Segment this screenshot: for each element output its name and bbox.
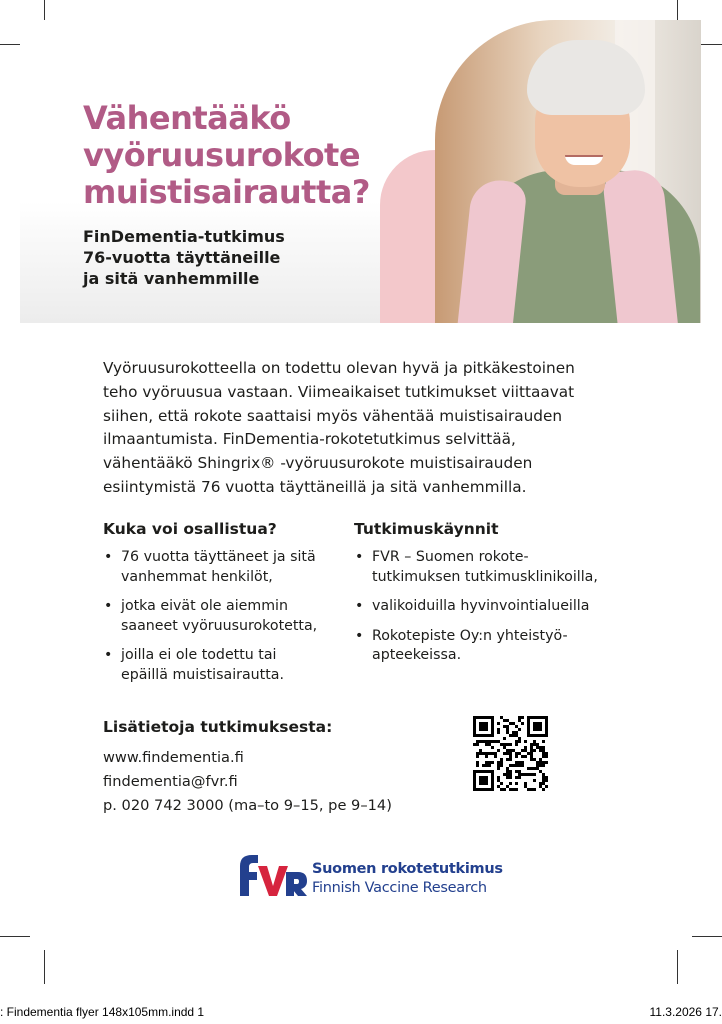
website-link[interactable]: www.findementia.fi: [103, 749, 244, 766]
hero-banner: [20, 20, 701, 323]
list-item-text: • jotka eivät ole aiemmin: [121, 598, 288, 614]
crop-mark: [692, 936, 722, 937]
email-link[interactable]: findementia@fvr.fi: [103, 773, 238, 790]
list-item: [103, 597, 353, 636]
fvr-logo-mark: [236, 852, 308, 898]
intro-line: Vyöruusurokotteella on todettu olevan hyvä ja pitkäkestoinen: [103, 359, 575, 377]
contact-heading: Lisätietoja tutkimuksesta:: [103, 718, 333, 736]
list-item-text: vanhemmat henkilöt,: [121, 568, 273, 585]
visits-heading: Tutkimuskäynnit: [354, 520, 499, 538]
intro-line: ilmaantumista. FinDementia-rokotetutkimus selvittää,: [103, 430, 516, 449]
list-item: [103, 548, 353, 587]
intro-line: siihen, että rokote saattaisi myös vähentää muistisairauden: [103, 406, 563, 425]
logo-text-finnish: Suomen rokotetutkimus: [312, 861, 503, 877]
print-date: 11.3.2026 17.: [649, 1005, 722, 1019]
hero-photo-area: [380, 20, 701, 323]
qr-code-graphic: [470, 713, 552, 795]
list-item-text: tutkimuksen tutkimusklinikoilla,: [372, 568, 598, 585]
qr-code-icon[interactable]: [470, 713, 552, 795]
senior-woman-photo: [435, 20, 701, 323]
hero-subtitle: [83, 226, 383, 289]
list-item-text: • valikoiduilla hyvinvointialueilla: [372, 598, 590, 614]
list-item-text: • FVR – Suomen rokote-: [372, 549, 529, 565]
eligibility-list: [103, 548, 353, 685]
list-item-text: epäillä muistisairautta.: [121, 666, 284, 683]
subtitle-line: 76-vuotta täyttäneille: [83, 248, 281, 267]
eligibility-heading: Kuka voi osallistua?: [103, 520, 277, 538]
subtitle-line: FinDementia-tutkimus: [83, 227, 285, 246]
list-item: [354, 627, 644, 666]
phone-number: p. 020 742 3000 (ma–to 9–15, pe 9–14): [103, 797, 392, 814]
list-item-text: • 76 vuotta täyttäneet ja sitä: [121, 549, 316, 565]
list-item: [103, 646, 353, 685]
page-title: [83, 100, 403, 211]
intro-paragraph: [103, 357, 663, 500]
visits-list: [354, 548, 644, 666]
title-line: vyöruusurokote: [83, 136, 361, 174]
crop-mark: [44, 950, 45, 984]
title-line: muistisairautta?: [83, 173, 370, 211]
list-item-text: saaneet vyöruusurokotetta,: [121, 617, 318, 634]
crop-mark: [677, 950, 678, 984]
list-item-text: apteekeissa.: [372, 647, 462, 663]
logo-text-english: Finnish Vaccine Research: [312, 880, 487, 896]
contact-section: [103, 716, 433, 818]
crop-mark: [0, 936, 30, 937]
intro-line: esiintymistä 76 vuotta täyttäneillä ja sitä vanhemmilla.: [103, 477, 527, 496]
title-line: Vähentääkö: [83, 99, 291, 137]
list-item-text: • Rokotepiste Oy:n yhteistyö-: [372, 627, 568, 644]
eligibility-section: [103, 518, 353, 695]
list-item: [354, 597, 644, 617]
subtitle-line: ja sitä vanhemmille: [83, 269, 260, 288]
file-name: : Findementia flyer 148x105mm.indd 1: [0, 1005, 205, 1019]
intro-line: vähentääkö Shingrix® -vyöruusurokote muistisairauden: [103, 454, 533, 473]
list-item-text: • joilla ei ole todettu tai: [121, 647, 277, 663]
fvr-logo: [236, 852, 503, 902]
intro-line: teho vyöruusua vastaan. Viimeaikaiset tutkimukset viittaavat: [103, 382, 575, 401]
print-slug: [0, 1005, 722, 1023]
list-item: [354, 548, 644, 587]
visits-section: [354, 518, 644, 676]
